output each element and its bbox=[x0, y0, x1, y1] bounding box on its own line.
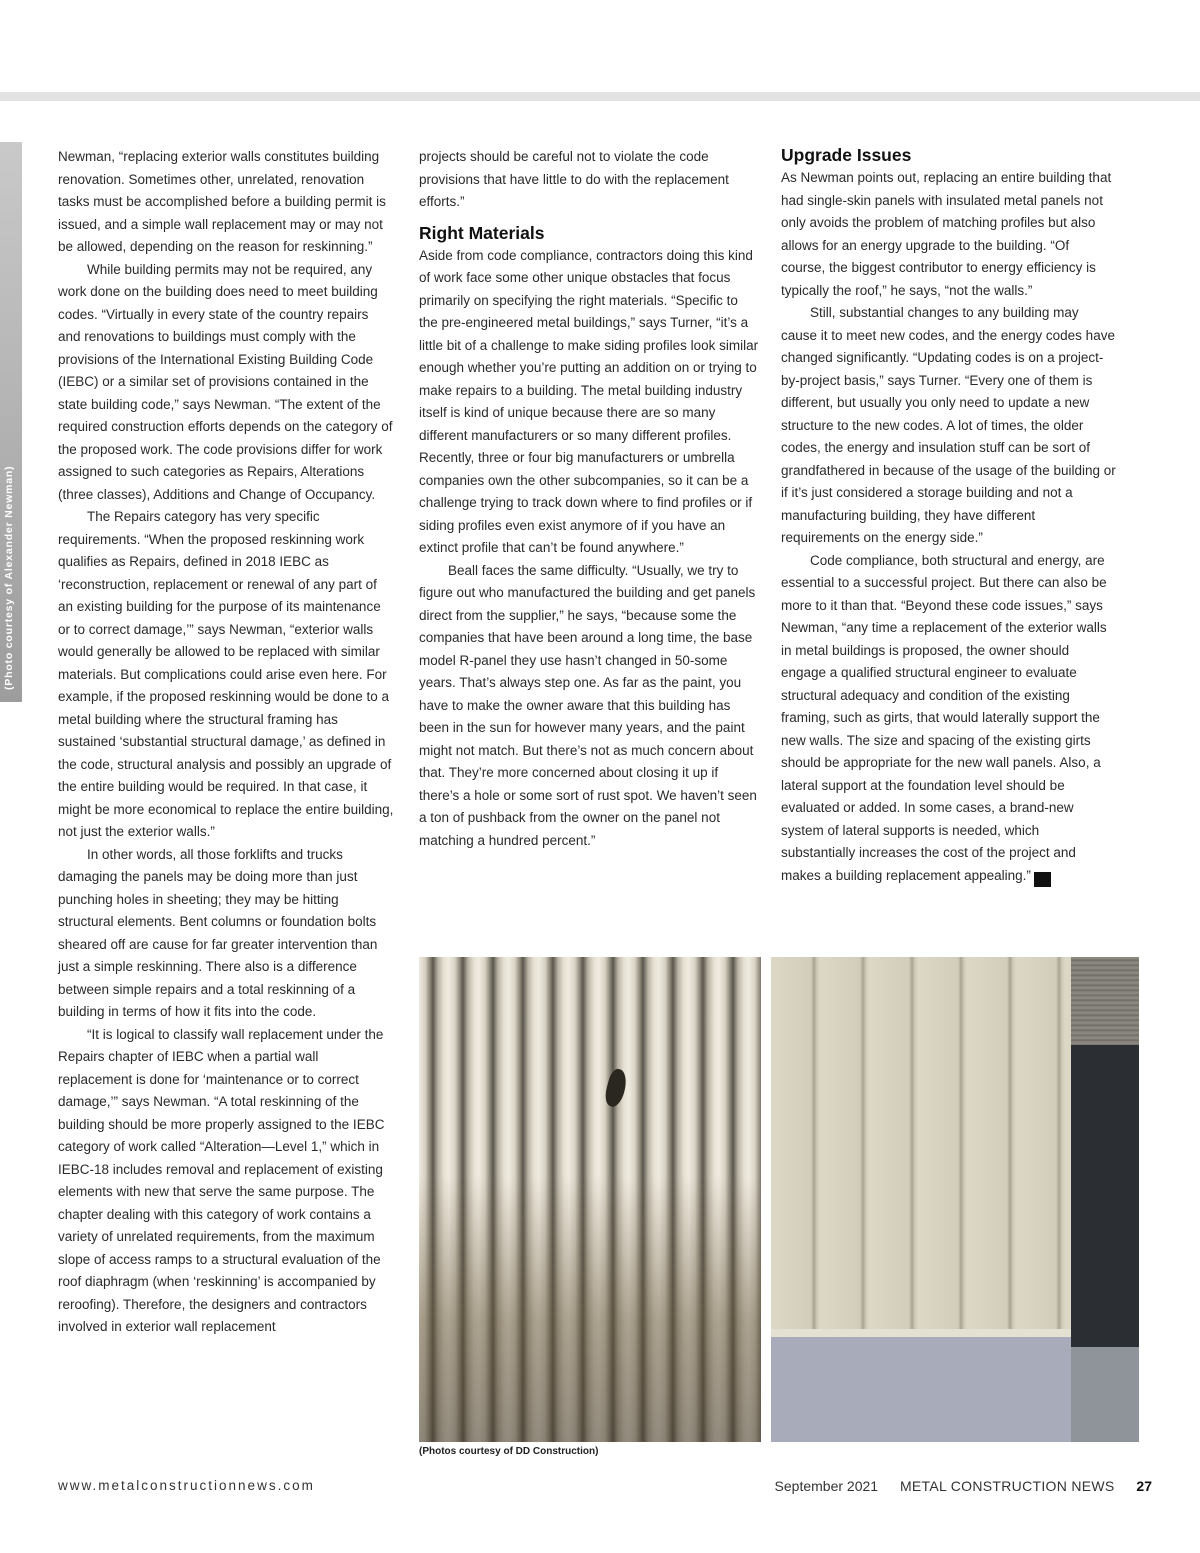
header-rule bbox=[0, 92, 1200, 101]
open-doorway bbox=[1071, 1045, 1139, 1347]
interior-floor bbox=[1071, 1347, 1139, 1442]
paragraph: The Repairs category has very specific requirements. “When the proposed reskinning work qualifies as Repairs, defined in 2018 IEBC as ‘reconstruction, replacement or renewal of any part of an existing building for the purpose of its maintenance or to correct damage,’” says Newman, “exterior walls would generally be allowed to be replaced with similar materials. But complications could arise even here. For example, if the proposed reskinning would be done to a metal building where the structural framing has sustained ‘substantial structural damage,’ as defined in the code, structural analysis and possibly an upgrade of the entire building would be required. In that case, it might be more economical to replace the entire building, not just the exterior walls.” bbox=[58, 509, 394, 839]
overhead-door-panel bbox=[1071, 957, 1139, 1047]
paragraph bbox=[781, 550, 1117, 888]
article-column-2 bbox=[419, 146, 759, 852]
paragraph: Still, substantial changes to any building may cause it to meet new codes, and the energy codes have changed significantly. “Updating codes is on a project-by-project basis,” says Turner. “Every one of them is different, but usually you only need to update a new structure to the new codes. A lot of times, the older codes, the energy and insulation stuff can be sort of grandfathered in because of the usage of the building or if it’s just considered a storage building and not a manufacturing building, they have different requirements on the energy side.” bbox=[781, 305, 1116, 545]
footer-url: www.metalconstructionnews.com bbox=[58, 1478, 315, 1493]
article-column-3 bbox=[781, 143, 1117, 887]
page-number: 27 bbox=[1136, 1478, 1152, 1494]
paragraph: projects should be careful not to violate the code provisions that have little to do with the replacement efforts.” bbox=[419, 149, 729, 209]
concrete-base bbox=[771, 1337, 1071, 1442]
paragraph-text: Code compliance, both structural and energy, are essential to a successful project. But there can also be more to it than that. “Beyond these code issues,” says Newman, “any time a replacement of the exterior walls in metal buildings is proposed, the owner should engage a qualified structural engineer to evaluate structural adequacy and condition of the existing framing, such as girts, that would laterally support the new walls. The size and spacing of the existing girts should be appropriate for the new wall panels. Also, a lateral support at the foundation level should be evaluated or added. In some cases, a brand-new system of lateral supports is needed, which substantially increases the cost of the project and makes a building replacement appealing.” bbox=[781, 552, 1107, 883]
section-heading-upgrade-issues: Upgrade Issues bbox=[781, 145, 912, 165]
photo-credit: (Photos courtesy of DD Construction) bbox=[419, 1446, 599, 1457]
article-column-1 bbox=[58, 146, 394, 1339]
damaged-wall-photo bbox=[419, 957, 761, 1442]
paragraph: Aside from code compliance, contractors doing this kind of work face some other unique obstacles that focus primarily on specifying the right materials. “Specific to the pre-engineered metal buildings,” says Turner, “it’s a little bit of a challenge to make siding profiles look similar enough whether you’re putting an addition on or trying to make repairs to a building. The metal building industry itself is kind of unique because there are so many different manufacturers or so many different profiles. Recently, three or four big manufacturers or umbrella companies own the other subcompanies, so it can be a challenge trying to track down where to find profiles or if siding profiles even exist anymore of if you have an extinct profile that can’t be found anywhere.” bbox=[419, 247, 759, 555]
section-heading-right-materials: Right Materials bbox=[419, 222, 545, 243]
footer-folio bbox=[775, 1478, 1152, 1494]
end-mark-icon: MCN bbox=[1034, 872, 1051, 887]
footer-date: September 2021 bbox=[774, 1478, 879, 1494]
paragraph: “It is logical to classify wall replacement under the Repairs chapter of IEBC when a partial wall replacement is done for ‘maintenance or to correct damage,’” says Newman. “A total reskinning of the building should be more properly assigned to the IEBC category of work called “Alteration—Level 1,” which in IEBC-18 includes removal and replacement of existing elements with new that serve the same purpose. The chapter dealing with this category of work contains a variety of unrelated requirements, from the maximum slope of access ramps to a structural evaluation of the roof diaphragm (when ‘reskinning’ is accompanied by reroofing). Therefore, the designers and contractors involved in exterior wall replacement bbox=[58, 1026, 385, 1334]
paragraph: Beall faces the same difficulty. “Usually, we try to figure out who manufactured the building and get panels direct from the supplier,” he says, “because some the companies that have been around a long time, the base model R-panel they use hasn’t changed in 50-some years. That’s always step one. As far as the paint, you have to make the owner aware that this building has been in the sun for however many years, and the paint might not match. But there’s not as much concern about that. They’re more concerned about closing it up if there’s a hole or some sort of rust spot. We haven’t seen a ton of pushback from the owner on the panel not matching a hundred percent.” bbox=[419, 562, 757, 848]
paragraph: While building permits may not be required, any work done on the building does need to meet building codes. “Virtually in every state of the country repairs and renovations to buildings must comply with the provisions of the International Existing Building Code (IEBC) or a similar set of provisions contained in the state building code,” says Newman. “The extent of the required construction efforts depends on the category of the proposed work. The code provisions differ for work assigned to such categories as Repairs, Alterations (three classes), Additions and Change of Occupancy. bbox=[58, 261, 393, 502]
repaired-wall-photo bbox=[771, 957, 1139, 1442]
paragraph: As Newman points out, replacing an entire building that had single-skin panels with insulated metal panels not only avoids the problem of matching profiles but also allows for an energy upgrade to the building. “Of course, the biggest contributor to energy efficiency is typically the roof,” he says, “not the walls.” bbox=[781, 170, 1112, 298]
side-photo-credit: (Photo courtesy of Alexander Newman) bbox=[3, 465, 15, 690]
paragraph: Newman, “replacing exterior walls constitutes building renovation. Sometimes other, unrelated, renovation tasks must be accomplished before a building permit is issued, and a simple wall replacement may or may not be allowed, depending on the reason for reskinning.” bbox=[58, 149, 386, 254]
paragraph: In other words, all those forklifts and trucks damaging the panels may be doing more than just punching holes in sheeting; they may be hitting structural elements. Bent columns or foundation bolts sheared off are cause for far greater intervention than just a simple reskinning. There also is a difference between simple repairs and a total reskinning of a building in terms of how it fits into the code. bbox=[58, 846, 378, 1019]
panel-tear-hole bbox=[602, 1067, 629, 1108]
footer-magazine-name: METAL CONSTRUCTION NEWS bbox=[899, 1478, 1115, 1494]
